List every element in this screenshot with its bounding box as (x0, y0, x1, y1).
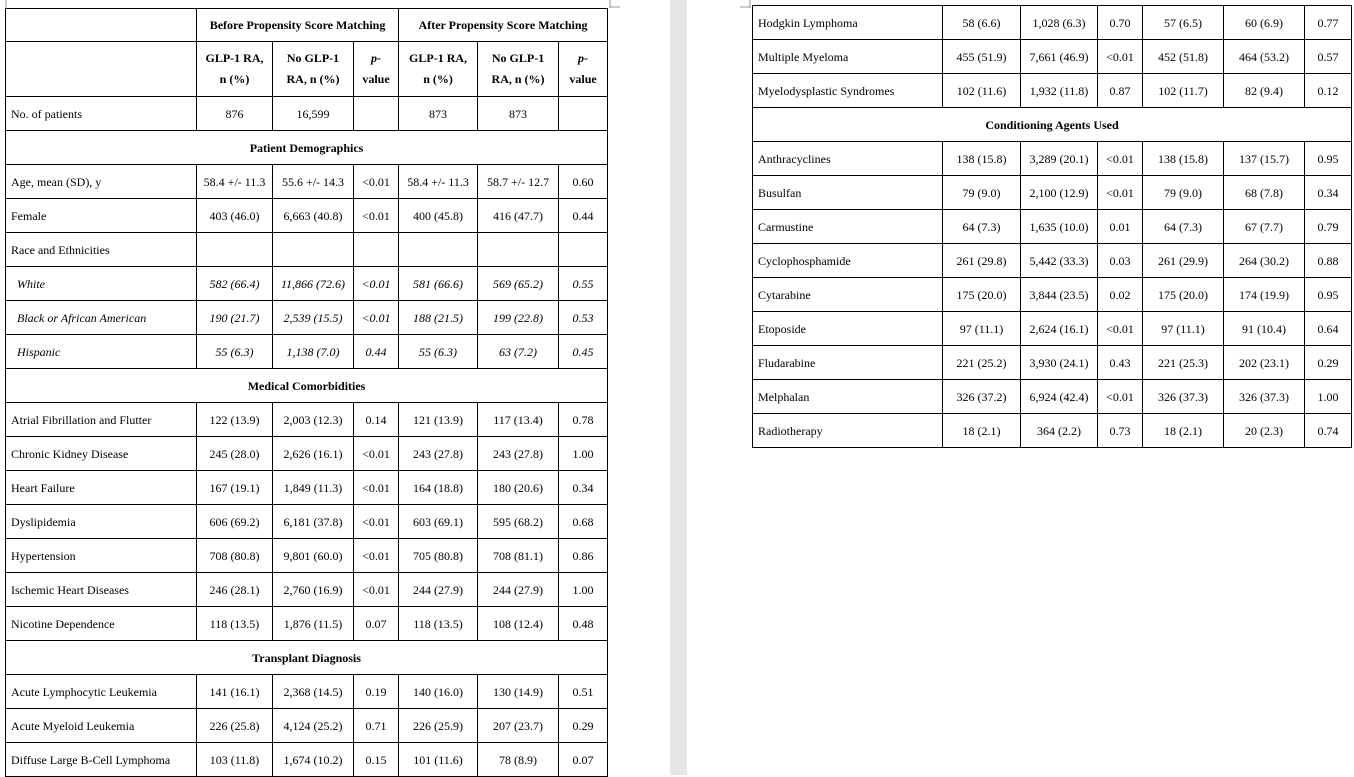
no-glp1-before-value: 1,028 (6.3) (1021, 6, 1098, 40)
p-value-before: <0.01 (354, 471, 399, 505)
characteristics-table-right (752, 5, 1352, 448)
table-row (6, 573, 608, 607)
table-row (6, 539, 608, 573)
row-label: Cytarabine (753, 278, 943, 312)
glp1-before-value: 138 (15.8) (943, 142, 1021, 176)
no-glp1-after-value: 82 (9.4) (1224, 74, 1305, 108)
glp1-before-value: 18 (2.1) (943, 414, 1021, 448)
p-value-after: 0.53 (559, 301, 608, 335)
p-value-after: 0.29 (559, 709, 608, 743)
p-value-after: 0.60 (559, 165, 608, 199)
no-glp1-before-value: 1,932 (11.8) (1021, 74, 1098, 108)
row-label: Heart Failure (6, 471, 197, 505)
no-glp1-before-header: No GLP-1 RA, n (%) (273, 42, 354, 97)
no-glp1-after-header: No GLP-1 RA, n (%) (478, 42, 559, 97)
no-glp1-after-value: 244 (27.9) (478, 573, 559, 607)
p-value-after: 1.00 (559, 573, 608, 607)
p-value-after: 0.07 (559, 743, 608, 777)
row-label: Black or African American (6, 301, 197, 335)
glp1-after-value: 101 (11.6) (399, 743, 478, 777)
table-row (753, 346, 1352, 380)
glp1-after-value: 102 (11.7) (1143, 74, 1224, 108)
crop-mark-top-left (0, 0, 12, 8)
p-value-after: 0.29 (1305, 346, 1352, 380)
glp1-after-value: 226 (25.9) (399, 709, 478, 743)
glp1-before-value: 455 (51.9) (943, 40, 1021, 74)
glp1-after-value: 57 (6.5) (1143, 6, 1224, 40)
no-glp1-before-value: 1,635 (10.0) (1021, 210, 1098, 244)
no-glp1-before-value: 11,866 (72.6) (273, 267, 354, 301)
no-glp1-after-value: 63 (7.2) (478, 335, 559, 369)
header-empty-cell (6, 9, 197, 42)
no-glp1-before-value: 2,100 (12.9) (1021, 176, 1098, 210)
no-glp1-before-value: 1,674 (10.2) (273, 743, 354, 777)
no-glp1-before-value: 1,876 (11.5) (273, 607, 354, 641)
glp1-before-header: GLP-1 RA, n (%) (197, 42, 273, 97)
p-value-before: <0.01 (1098, 176, 1143, 210)
section-row (6, 641, 608, 675)
no-glp1-before-value: 1,138 (7.0) (273, 335, 354, 369)
section-row (6, 369, 608, 403)
p-value-before: 0.14 (354, 403, 399, 437)
p-value-before: <0.01 (354, 267, 399, 301)
p-value-before: 0.44 (354, 335, 399, 369)
no-glp1-before-value: 3,930 (24.1) (1021, 346, 1098, 380)
no-glp1-before-value: 16,599 (273, 97, 354, 131)
p-value-before: <0.01 (354, 199, 399, 233)
row-label: Age, mean (SD), y (6, 165, 197, 199)
no-glp1-after-value: 569 (65.2) (478, 267, 559, 301)
no-glp1-after-value: 67 (7.7) (1224, 210, 1305, 244)
header-columns-row (6, 42, 608, 97)
no-glp1-after-value: 207 (23.7) (478, 709, 559, 743)
table-row (753, 6, 1352, 40)
glp1-before-value: 245 (28.0) (197, 437, 273, 471)
glp1-after-value: 55 (6.3) (399, 335, 478, 369)
table-row (753, 142, 1352, 176)
p-value-after: 0.77 (1305, 6, 1352, 40)
p-value-after: 0.78 (559, 403, 608, 437)
table-row (6, 743, 608, 777)
p-value-after: 0.68 (559, 505, 608, 539)
glp1-before-value: 64 (7.3) (943, 210, 1021, 244)
glp1-before-value: 606 (69.2) (197, 505, 273, 539)
no-glp1-after-value: 130 (14.9) (478, 675, 559, 709)
no-glp1-before-value: 6,924 (42.4) (1021, 380, 1098, 414)
glp1-after-value: 121 (13.9) (399, 403, 478, 437)
glp1-after-value: 118 (13.5) (399, 607, 478, 641)
p-value-after: 0.57 (1305, 40, 1352, 74)
no-glp1-after-value: 202 (23.1) (1224, 346, 1305, 380)
table-row (753, 176, 1352, 210)
row-label: Diffuse Large B-Cell Lymphoma (6, 743, 197, 777)
glp1-after-value: 326 (37.3) (1143, 380, 1224, 414)
glp1-after-value: 261 (29.9) (1143, 244, 1224, 278)
no-glp1-after-value (478, 233, 559, 267)
table-row (753, 210, 1352, 244)
p-value-after: 0.86 (559, 539, 608, 573)
no-glp1-after-value: 91 (10.4) (1224, 312, 1305, 346)
p-value-before: 0.43 (1098, 346, 1143, 380)
p-value-before: <0.01 (1098, 40, 1143, 74)
glp1-after-value: 97 (11.1) (1143, 312, 1224, 346)
no-glp1-after-value: 264 (30.2) (1224, 244, 1305, 278)
glp1-after-value: 244 (27.9) (399, 573, 478, 607)
no-glp1-after-value: 60 (6.9) (1224, 6, 1305, 40)
p-value-after: 0.74 (1305, 414, 1352, 448)
glp1-after-value: 221 (25.3) (1143, 346, 1224, 380)
no-glp1-before-value (273, 233, 354, 267)
p-value-before: <0.01 (1098, 380, 1143, 414)
glp1-after-value: 164 (18.8) (399, 471, 478, 505)
p-value-before: 0.73 (1098, 414, 1143, 448)
table-row (6, 97, 608, 131)
no-glp1-before-value: 2,624 (16.1) (1021, 312, 1098, 346)
no-glp1-before-value: 6,663 (40.8) (273, 199, 354, 233)
p-value-after: 1.00 (559, 437, 608, 471)
header-empty-cell (6, 42, 197, 97)
glp1-after-value (399, 233, 478, 267)
table-row (6, 233, 608, 267)
table-row (6, 709, 608, 743)
no-glp1-after-value: 595 (68.2) (478, 505, 559, 539)
section-title: Medical Comorbidities (6, 369, 608, 403)
no-glp1-after-value: 180 (20.6) (478, 471, 559, 505)
row-label: Hodgkin Lymphoma (753, 6, 943, 40)
glp1-before-value: 79 (9.0) (943, 176, 1021, 210)
no-glp1-before-value: 1,849 (11.3) (273, 471, 354, 505)
table-row (6, 505, 608, 539)
no-glp1-after-value: 199 (22.8) (478, 301, 559, 335)
p-value-before: <0.01 (1098, 312, 1143, 346)
glp1-before-value: 221 (25.2) (943, 346, 1021, 380)
glp1-after-value: 18 (2.1) (1143, 414, 1224, 448)
section-title: Transplant Diagnosis (6, 641, 608, 675)
p-value-before: 0.01 (1098, 210, 1143, 244)
p-value-before: <0.01 (354, 301, 399, 335)
p-value-before: 0.15 (354, 743, 399, 777)
no-glp1-after-value: 68 (7.8) (1224, 176, 1305, 210)
glp1-after-value: 452 (51.8) (1143, 40, 1224, 74)
row-label: Carmustine (753, 210, 943, 244)
table-row (6, 199, 608, 233)
no-glp1-before-value: 55.6 +/- 14.3 (273, 165, 354, 199)
section-title: Patient Demographics (6, 131, 608, 165)
header-group-row (6, 9, 608, 42)
p-value-after: 1.00 (1305, 380, 1352, 414)
glp1-before-value: 102 (11.6) (943, 74, 1021, 108)
row-label: Hispanic (6, 335, 197, 369)
no-glp1-before-value: 2,760 (16.9) (273, 573, 354, 607)
no-glp1-after-value: 873 (478, 97, 559, 131)
table-row (753, 312, 1352, 346)
row-label: Radiotherapy (753, 414, 943, 448)
table-row (6, 301, 608, 335)
no-glp1-after-value: 464 (53.2) (1224, 40, 1305, 74)
p-value-after: 0.55 (559, 267, 608, 301)
p-value-before: <0.01 (354, 165, 399, 199)
p-value-after (559, 233, 608, 267)
p-value-before: <0.01 (354, 539, 399, 573)
p-value-before-header: p- value (354, 42, 399, 97)
row-label: Female (6, 199, 197, 233)
no-glp1-before-value: 5,442 (33.3) (1021, 244, 1098, 278)
section-title: Conditioning Agents Used (753, 108, 1352, 142)
section-row (6, 131, 608, 165)
glp1-before-value: 261 (29.8) (943, 244, 1021, 278)
table-row (753, 244, 1352, 278)
no-glp1-before-value: 2,539 (15.5) (273, 301, 354, 335)
p-value-before: <0.01 (354, 505, 399, 539)
row-label: Nicotine Dependence (6, 607, 197, 641)
p-value-after: 0.79 (1305, 210, 1352, 244)
row-label: Race and Ethnicities (6, 233, 197, 267)
p-value-before: 0.03 (1098, 244, 1143, 278)
glp1-before-value: 226 (25.8) (197, 709, 273, 743)
table-row (6, 675, 608, 709)
p-value-after: 0.34 (559, 471, 608, 505)
no-glp1-after-value: 326 (37.3) (1224, 380, 1305, 414)
glp1-after-value: 140 (16.0) (399, 675, 478, 709)
row-label: Chronic Kidney Disease (6, 437, 197, 471)
row-label: Acute Myeloid Leukemia (6, 709, 197, 743)
no-glp1-after-value: 708 (81.1) (478, 539, 559, 573)
after-matching-header: After Propensity Score Matching (399, 9, 608, 42)
left-table-body (6, 97, 608, 777)
row-label: Acute Lymphocytic Leukemia (6, 675, 197, 709)
no-glp1-after-value: 174 (19.9) (1224, 278, 1305, 312)
p-value-after: 0.45 (559, 335, 608, 369)
no-glp1-before-value: 7,661 (46.9) (1021, 40, 1098, 74)
glp1-after-header: GLP-1 RA, n (%) (399, 42, 478, 97)
p-value-before (354, 97, 399, 131)
p-value-before: 0.07 (354, 607, 399, 641)
glp1-after-value: 705 (80.8) (399, 539, 478, 573)
p-value-after: 0.12 (1305, 74, 1352, 108)
no-glp1-before-value: 4,124 (25.2) (273, 709, 354, 743)
no-glp1-before-value: 9,801 (60.0) (273, 539, 354, 573)
row-label: Dyslipidemia (6, 505, 197, 539)
no-glp1-before-value: 3,844 (23.5) (1021, 278, 1098, 312)
row-label: Fludarabine (753, 346, 943, 380)
p-value-after: 0.95 (1305, 278, 1352, 312)
no-glp1-before-value: 6,181 (37.8) (273, 505, 354, 539)
row-label: Ischemic Heart Diseases (6, 573, 197, 607)
table-row (6, 335, 608, 369)
glp1-after-value: 138 (15.8) (1143, 142, 1224, 176)
section-row (753, 108, 1352, 142)
no-glp1-after-value: 108 (12.4) (478, 607, 559, 641)
p-value-before (354, 233, 399, 267)
no-glp1-before-value: 2,626 (16.1) (273, 437, 354, 471)
before-matching-header: Before Propensity Score Matching (197, 9, 399, 42)
glp1-before-value: 97 (11.1) (943, 312, 1021, 346)
no-glp1-after-value: 117 (13.4) (478, 403, 559, 437)
p-value-after: 0.88 (1305, 244, 1352, 278)
p-value-before: 0.87 (1098, 74, 1143, 108)
glp1-before-value: 58 (6.6) (943, 6, 1021, 40)
row-label: Myelodysplastic Syndromes (753, 74, 943, 108)
table-row (753, 414, 1352, 448)
glp1-before-value: 141 (16.1) (197, 675, 273, 709)
row-label: Cyclophosphamide (753, 244, 943, 278)
glp1-after-value: 581 (66.6) (399, 267, 478, 301)
table-row (6, 165, 608, 199)
p-value-before: <0.01 (1098, 142, 1143, 176)
glp1-before-value: 58.4 +/- 11.3 (197, 165, 273, 199)
glp1-after-value: 188 (21.5) (399, 301, 478, 335)
p-value-before: <0.01 (354, 573, 399, 607)
row-label: White (6, 267, 197, 301)
table-row (753, 380, 1352, 414)
glp1-before-value: 326 (37.2) (943, 380, 1021, 414)
glp1-after-value: 79 (9.0) (1143, 176, 1224, 210)
no-glp1-before-value: 2,003 (12.3) (273, 403, 354, 437)
no-glp1-after-value: 78 (8.9) (478, 743, 559, 777)
p-value-before: 0.19 (354, 675, 399, 709)
glp1-after-value: 64 (7.3) (1143, 210, 1224, 244)
table-row (753, 74, 1352, 108)
p-value-after: 0.95 (1305, 142, 1352, 176)
glp1-after-value: 400 (45.8) (399, 199, 478, 233)
p-value-after: 0.44 (559, 199, 608, 233)
table-row (753, 278, 1352, 312)
p-value-before: <0.01 (354, 437, 399, 471)
table-row (6, 267, 608, 301)
glp1-before-value: 118 (13.5) (197, 607, 273, 641)
glp1-before-value: 582 (66.4) (197, 267, 273, 301)
table-row (6, 437, 608, 471)
no-glp1-after-value: 58.7 +/- 12.7 (478, 165, 559, 199)
glp1-before-value: 246 (28.1) (197, 573, 273, 607)
glp1-before-value: 190 (21.7) (197, 301, 273, 335)
glp1-after-value: 175 (20.0) (1143, 278, 1224, 312)
p-value-before: 0.70 (1098, 6, 1143, 40)
row-label: Hypertension (6, 539, 197, 573)
no-glp1-after-value: 416 (47.7) (478, 199, 559, 233)
table-row (6, 471, 608, 505)
row-label: No. of patients (6, 97, 197, 131)
characteristics-table-left (5, 8, 608, 777)
p-value-after (559, 97, 608, 131)
p-value-after: 0.64 (1305, 312, 1352, 346)
glp1-before-value: 708 (80.8) (197, 539, 273, 573)
no-glp1-before-value: 364 (2.2) (1021, 414, 1098, 448)
row-label: Melphalan (753, 380, 943, 414)
glp1-before-value: 167 (19.1) (197, 471, 273, 505)
no-glp1-after-value: 137 (15.7) (1224, 142, 1305, 176)
glp1-before-value: 103 (11.8) (197, 743, 273, 777)
p-value-after: 0.51 (559, 675, 608, 709)
p-value-before: 0.71 (354, 709, 399, 743)
p-value-after: 0.48 (559, 607, 608, 641)
glp1-before-value: 175 (20.0) (943, 278, 1021, 312)
table-row (753, 40, 1352, 74)
crop-mark-top-right-page (740, 0, 752, 8)
glp1-before-value: 403 (46.0) (197, 199, 273, 233)
right-table-body (753, 6, 1352, 448)
no-glp1-before-value: 2,368 (14.5) (273, 675, 354, 709)
table-row (6, 607, 608, 641)
glp1-after-value: 873 (399, 97, 478, 131)
row-label: Busulfan (753, 176, 943, 210)
row-label: Multiple Myeloma (753, 40, 943, 74)
no-glp1-after-value: 20 (2.3) (1224, 414, 1305, 448)
p-value-after: 0.34 (1305, 176, 1352, 210)
row-label: Atrial Fibrillation and Flutter (6, 403, 197, 437)
p-value-after-header: p- value (559, 42, 608, 97)
table-row (6, 403, 608, 437)
crop-mark-top-left-page-right (608, 0, 620, 8)
row-label: Etoposide (753, 312, 943, 346)
glp1-before-value: 122 (13.9) (197, 403, 273, 437)
glp1-before-value: 876 (197, 97, 273, 131)
no-glp1-after-value: 243 (27.8) (478, 437, 559, 471)
row-label: Anthracyclines (753, 142, 943, 176)
no-glp1-before-value: 3,289 (20.1) (1021, 142, 1098, 176)
glp1-before-value: 55 (6.3) (197, 335, 273, 369)
glp1-after-value: 243 (27.8) (399, 437, 478, 471)
p-value-before: 0.02 (1098, 278, 1143, 312)
glp1-after-value: 603 (69.1) (399, 505, 478, 539)
page-gap (670, 0, 687, 775)
glp1-before-value (197, 233, 273, 267)
glp1-after-value: 58.4 +/- 11.3 (399, 165, 478, 199)
